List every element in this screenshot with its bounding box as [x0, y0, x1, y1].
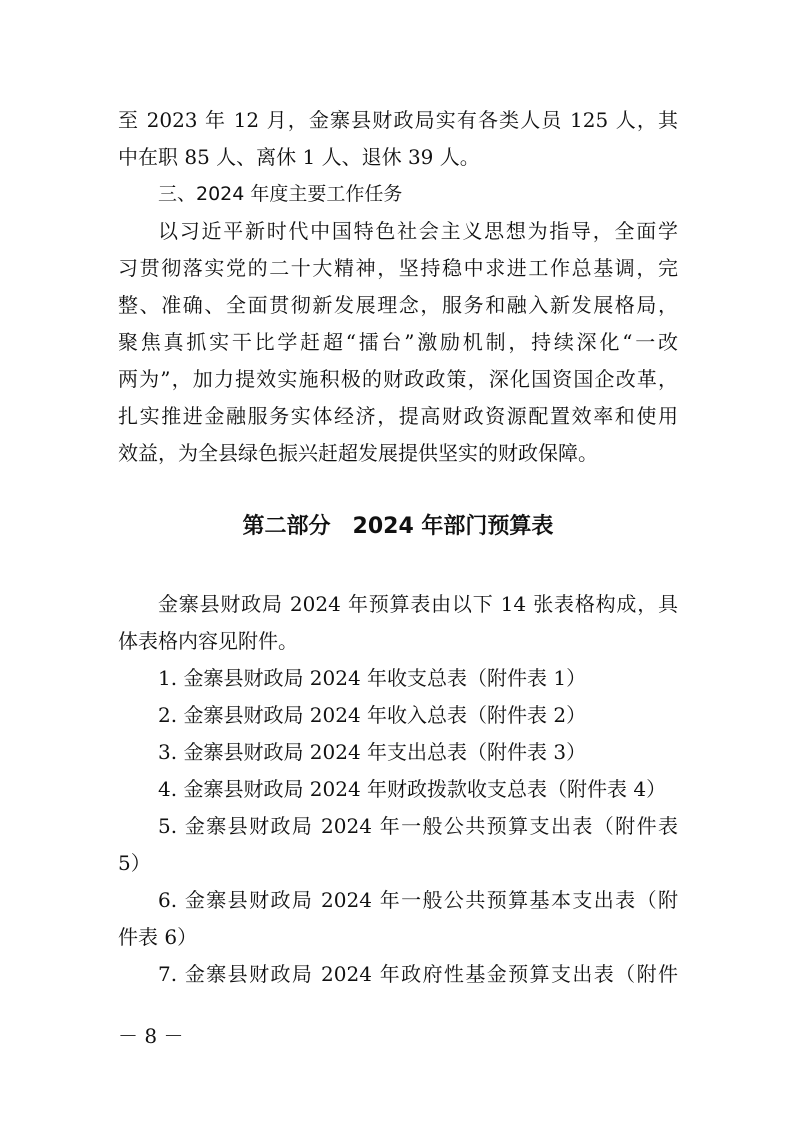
- intro-paragraph: [118, 102, 678, 176]
- body-line: 体表格内容见附件。: [118, 629, 298, 653]
- list-item: 2. 金寨县财政局 2024 年收入总表（附件表 2）: [158, 703, 587, 727]
- part-title: 第二部分 2024 年部门预算表: [242, 514, 554, 539]
- intro-line: 中在职 85 人、离休 1 人、退休 39 人。: [118, 145, 480, 169]
- body-line: 扎实推进金融服务实体经济，提高财政资源配置效率和使用: [118, 404, 678, 428]
- list-item: 6. 金寨县财政局 2024 年一般公共预算基本支出表（附: [158, 888, 678, 912]
- list-item: 7. 金寨县财政局 2024 年政府性基金预算支出表（附件: [158, 962, 678, 986]
- body-line: 以习近平新时代中国特色社会主义思想为指导，全面学: [158, 219, 678, 243]
- list-item: 5. 金寨县财政局 2024 年一般公共预算支出表（附件表: [158, 814, 678, 838]
- body-line: 两为”，加力提效实施积极的财政政策，深化国资国企改革，: [118, 367, 678, 391]
- list-item-continuation: 件表 6）: [118, 925, 198, 949]
- table-list: [118, 660, 678, 993]
- body-line: 整、准确、全面贯彻新发展理念，服务和融入新发展格局，: [118, 293, 678, 317]
- list-item: 1. 金寨县财政局 2024 年收支总表（附件表 1）: [158, 666, 587, 690]
- section-3-body: [118, 213, 678, 472]
- body-line: 习贯彻落实党的二十大精神，坚持稳中求进工作总基调，完: [118, 256, 678, 280]
- page-number: － 8 －: [118, 1024, 184, 1048]
- body-line: 聚焦真抓实干比学赶超“擂台”激励机制，持续深化“一改: [118, 330, 678, 354]
- body-line: 效益，为全县绿色振兴赶超发展提供坚实的财政保障。: [118, 441, 598, 465]
- list-item: 3. 金寨县财政局 2024 年支出总表（附件表 3）: [158, 740, 587, 764]
- section-3: [118, 176, 678, 213]
- section-heading: 三、2024 年度主要工作任务: [158, 183, 403, 205]
- list-item-continuation: 5）: [118, 851, 151, 875]
- list-item: 4. 金寨县财政局 2024 年财政拨款收支总表（附件表 4）: [158, 777, 667, 801]
- intro-line: 至 2023 年 12 月，金寨县财政局实有各类人员 125 人，其: [118, 108, 678, 132]
- body-line: 金寨县财政局 2024 年预算表由以下 14 张表格构成，具: [158, 592, 678, 616]
- part-2-intro: [118, 586, 678, 660]
